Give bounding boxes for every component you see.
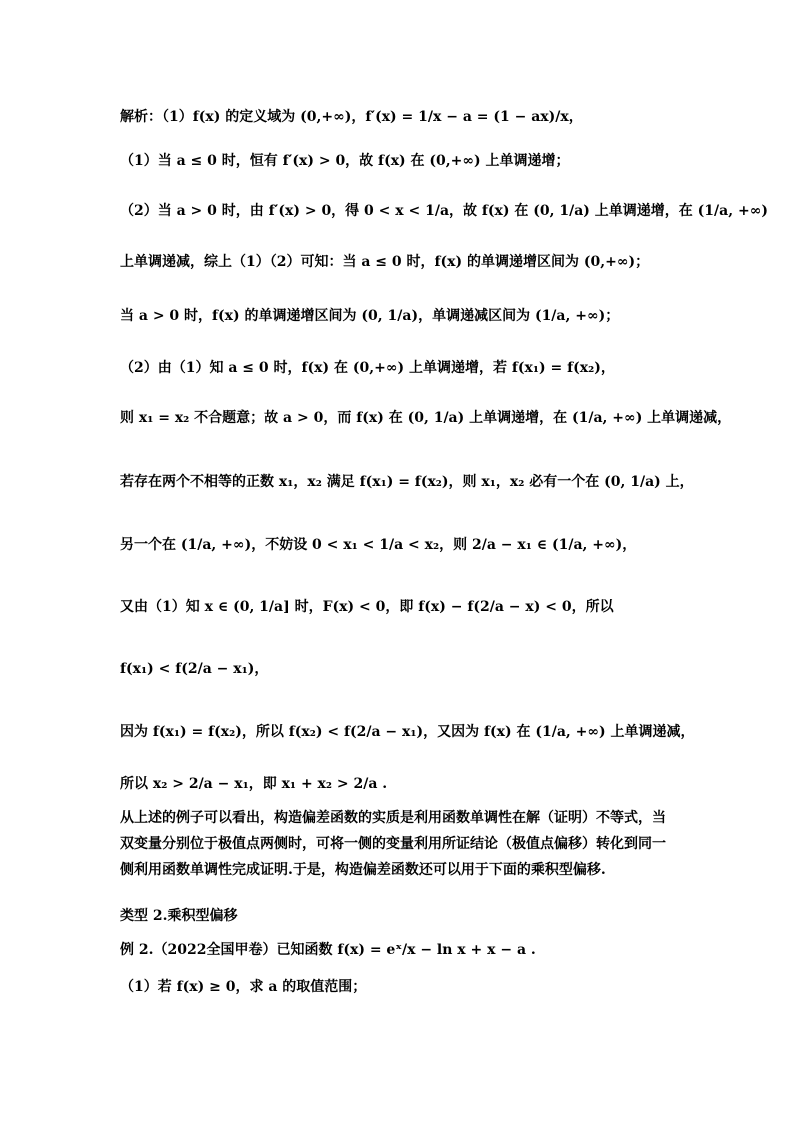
commentary-line: 双变量分别位于极值点两侧时，可将一侧的变量利用所证结论（极值点偏移）转化到同一	[120, 836, 666, 852]
conclusion-line: 所以 x₂ > 2/a − x₁，即 x₁ + x₂ > 2/a .	[120, 776, 388, 792]
part2-condition-line: 则 x₁ = x₂ 不合题意；故 a > 0，而 f(x) 在 (0, 1/a) 上单调递增，在 (1/a, +∞) 上单调递减，	[120, 410, 732, 426]
example-2-statement: 例 2.（2022全国甲卷）已知函数 f(x) = eˣ/x − ln x + x − a .	[120, 942, 536, 958]
part2-start-line: （2）由（1）知 a ≤ 0 时，f(x) 在 (0,+∞) 上单调递增，若 f(x₁) = f(x₂)，	[120, 360, 615, 376]
monotonic-interval-line: 当 a > 0 时，f(x) 的单调递增区间为 (0, 1/a)，单调递减区间为 (1/a, +∞)；	[120, 308, 620, 324]
commentary-line: 从上述的例子可以看出，构造偏差函数的实质是利用函数单调性在解（证明）不等式，当	[120, 810, 666, 826]
part2-two-roots-line: 若存在两个不相等的正数 x₁，x₂ 满足 f(x₁) = f(x₂)，则 x₁，x₂ 必有一个在 (0, 1/a) 上，	[120, 474, 694, 490]
example-2-part1: （1）若 f(x) ≥ 0，求 a 的取值范围；	[120, 979, 367, 995]
part2-assumption-line: 另一个在 (1/a, +∞)，不妨设 0 < x₁ < 1/a < x₂，则 2/a − x₁ ∈ (1/a, +∞)，	[120, 537, 637, 553]
commentary-paragraph	[120, 805, 676, 883]
because-line: 因为 f(x₁) = f(x₂)，所以 f(x₂) < f(2/a − x₁)，又因为 f(x) 在 (1/a, +∞) 上单调递减，	[120, 724, 695, 740]
case-a-positive-line: （2）当 a > 0 时，由 f′(x) > 0，得 0 < x < 1/a，故 f(x) 在 (0, 1/a) 上单调递增，在 (1/a, +∞)	[120, 203, 768, 219]
part2-recall-line: 又由（1）知 x ∈ (0, 1/a] 时，F(x) < 0，即 f(x) − f(2/a − x) < 0，所以	[120, 599, 614, 615]
solution-intro-line: 解析：（1）f(x) 的定义域为 (0,+∞)，f′(x) = 1/x − a = (1 − ax)/x，	[120, 109, 583, 125]
summary-line: 上单调递减，综上（1）（2）可知：当 a ≤ 0 时，f(x) 的单调递增区间为 (0,+∞)；	[120, 254, 650, 270]
case-a-nonpositive-line: （1）当 a ≤ 0 时，恒有 f′(x) > 0，故 f(x) 在 (0,+∞) 上单调递增；	[120, 153, 570, 169]
section-heading: 类型 2.乘积型偏移	[120, 908, 238, 924]
commentary-line: 侧利用函数单调性完成证明.于是，构造偏差函数还可以用于下面的乘积型偏移.	[120, 862, 606, 878]
inequality-line: f(x₁) < f(2/a − x₁)，	[120, 661, 269, 677]
